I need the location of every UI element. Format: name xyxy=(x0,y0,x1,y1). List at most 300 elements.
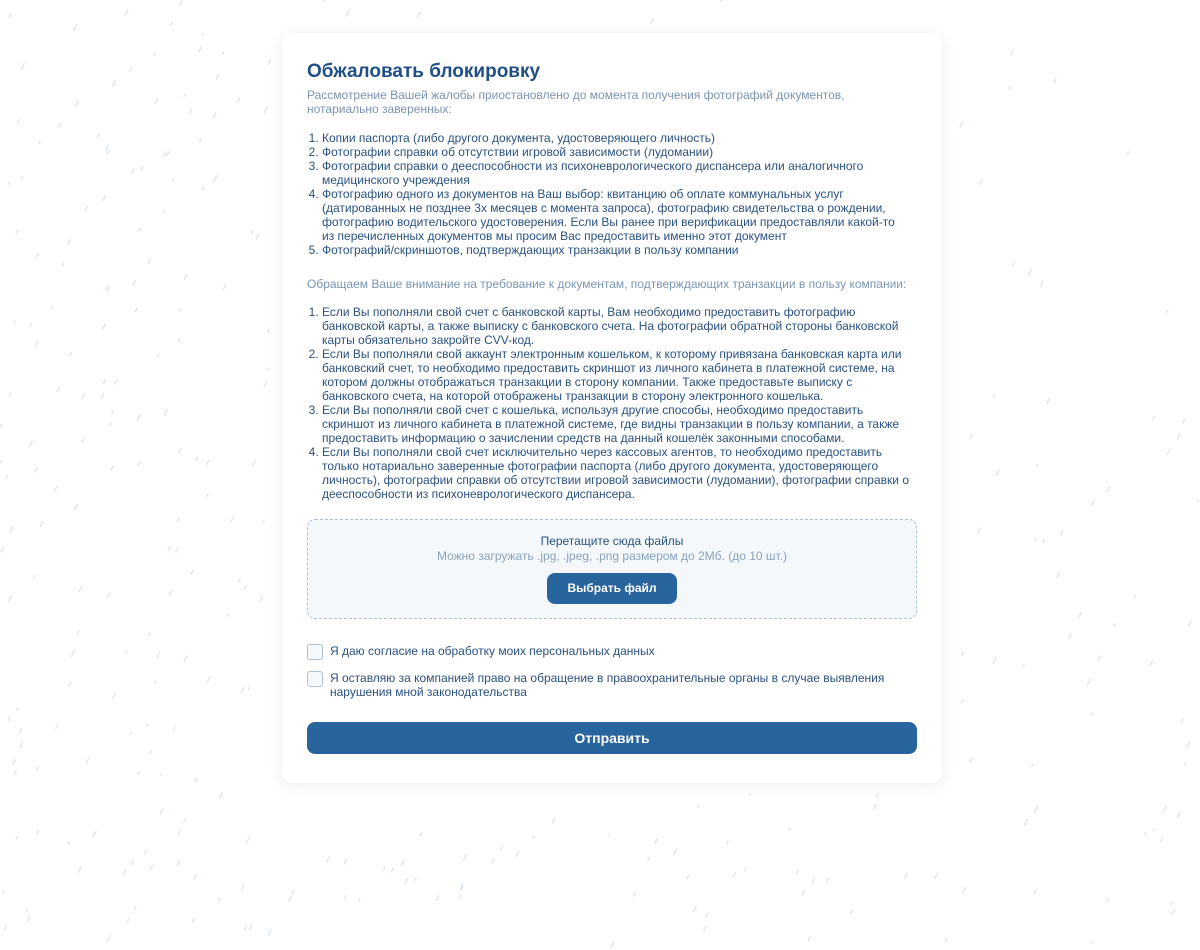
background-dash xyxy=(139,415,141,419)
background-dash xyxy=(173,727,175,730)
background-dash xyxy=(55,486,57,491)
background-dash xyxy=(945,938,947,942)
background-dash xyxy=(139,228,141,232)
background-dash xyxy=(16,837,17,839)
background-dash xyxy=(238,579,240,583)
background-dash xyxy=(132,168,135,174)
choose-file-button[interactable]: Выбрать файл xyxy=(547,573,676,604)
background-dash xyxy=(171,22,173,25)
background-dash xyxy=(22,177,24,180)
list-item: 3. Фотографии справки о дееспособности из психоневрологического диспансера или аналогичного медицинского учреждения xyxy=(322,159,907,187)
background-dash xyxy=(264,107,267,113)
form-lead-text: Рассмотрение Вашей жалобы приостановлено до момента получения фотографий документов, нотариально заверенных: xyxy=(307,88,845,116)
background-dash xyxy=(808,937,810,941)
background-dash xyxy=(180,309,181,312)
background-dash xyxy=(1013,262,1015,265)
background-dash xyxy=(76,101,79,107)
background-dash xyxy=(827,879,829,883)
personal-data-checkbox[interactable] xyxy=(307,644,323,660)
background-dash xyxy=(13,760,15,765)
background-dash xyxy=(18,120,20,124)
background-dash xyxy=(1047,398,1050,403)
background-dash xyxy=(253,461,255,466)
background-dash xyxy=(207,461,209,465)
background-dash xyxy=(961,699,963,703)
background-dash xyxy=(107,936,110,942)
background-dash xyxy=(144,850,146,854)
background-dash xyxy=(138,772,139,774)
background-dash xyxy=(167,152,169,156)
dropzone-title: Перетащите сюда файлы xyxy=(540,534,684,548)
background-dash xyxy=(960,122,963,127)
background-dash xyxy=(797,870,798,873)
background-dash xyxy=(238,98,240,102)
background-dash xyxy=(802,891,804,896)
background-dash xyxy=(217,74,220,79)
background-dash xyxy=(20,742,22,747)
background-dash xyxy=(1127,152,1128,155)
background-dash xyxy=(126,651,127,653)
background-dash xyxy=(56,726,58,729)
background-dash xyxy=(1035,538,1036,541)
background-dash xyxy=(214,176,217,182)
background-dash xyxy=(184,656,187,662)
background-dash xyxy=(29,441,32,447)
background-dash xyxy=(222,52,223,55)
background-dash xyxy=(107,593,109,597)
background-dash xyxy=(14,771,16,775)
background-dash xyxy=(1025,819,1028,825)
background-dash xyxy=(1057,572,1060,577)
background-dash xyxy=(227,614,228,616)
consent-personal-data[interactable] xyxy=(307,644,917,660)
list-item: 5. Фотографий/скриншотов, подтверждающих транзакции в пользу компании xyxy=(322,243,907,257)
background-dash xyxy=(405,879,407,884)
background-dash xyxy=(6,476,8,479)
background-dash xyxy=(127,919,128,922)
background-dash xyxy=(155,98,158,103)
background-dash xyxy=(1181,719,1183,722)
background-dash xyxy=(1189,621,1191,626)
background-dash xyxy=(260,596,263,602)
background-dash xyxy=(1167,310,1168,312)
background-dash xyxy=(634,893,636,897)
background-dash xyxy=(147,724,148,726)
background-dash xyxy=(179,339,180,342)
background-dash xyxy=(289,896,291,901)
background-dash xyxy=(1134,596,1135,598)
page-title: Обжаловать блокировку xyxy=(307,61,541,82)
background-dash xyxy=(131,861,133,865)
background-dash xyxy=(418,12,421,18)
background-dash xyxy=(207,494,208,496)
background-dash xyxy=(26,909,27,911)
background-dash xyxy=(812,878,815,883)
background-dash xyxy=(86,758,89,764)
background-dash xyxy=(190,109,192,112)
list-item: 4. Фотографию одного из документов на Ваш выбор: квитанцию об оплате коммунальных услуг (датированных не позднее 3х месяцев с момента запроса), фотографию свидетельства о рождении, фотографию водительского удостоверения. Если Вы ранее при верификации предоставляли какой-то из перечисленных документов мы просим Вас предоставить именно этот документ xyxy=(322,187,907,243)
background-dash xyxy=(157,653,159,657)
background-dash xyxy=(149,633,151,636)
background-dash xyxy=(1036,464,1037,466)
background-dash xyxy=(533,836,534,838)
background-dash xyxy=(1153,416,1155,420)
background-dash xyxy=(459,895,461,899)
background-dash xyxy=(113,81,116,86)
background-dash xyxy=(108,289,109,292)
consent-label: Я оставляю за компанией право на обращение в правоохранительные органы в случае выявления нарушения мной законодательства xyxy=(330,671,885,699)
background-dash xyxy=(177,518,179,522)
background-dash xyxy=(1150,661,1152,665)
background-dash xyxy=(10,527,13,533)
background-dash xyxy=(39,141,40,143)
background-dash xyxy=(249,925,252,930)
list-item: 2. Если Вы пополняли свой аккаунт электронным кошельком, к которому привязана банковская карта или банковский счет, то необходимо предоставить скриншот из личного кабинета в платежной системе, на котором должны отображаться транзакции в сторону компании. Также предоставьте выписку с банковского счета, на которой отображены транзакции в сторону электронного кошелька. xyxy=(322,347,912,403)
background-dash xyxy=(157,354,159,357)
background-dash xyxy=(980,179,983,184)
background-dash xyxy=(105,145,108,151)
background-dash xyxy=(213,113,216,118)
background-dash xyxy=(103,324,105,329)
background-dash xyxy=(184,94,185,96)
background-dash xyxy=(177,861,179,866)
background-dash xyxy=(268,368,269,371)
background-dash xyxy=(1032,764,1033,766)
background-dash xyxy=(75,505,78,510)
background-dash xyxy=(133,281,135,286)
background-dash xyxy=(874,804,876,808)
background-dash xyxy=(79,586,82,592)
background-dash xyxy=(516,852,518,856)
background-dash xyxy=(63,263,64,265)
background-dash xyxy=(264,382,267,388)
background-dash xyxy=(344,860,346,864)
background-dash xyxy=(851,910,853,913)
background-dash xyxy=(1098,656,1100,660)
background-dash xyxy=(85,207,87,211)
background-dash xyxy=(59,123,61,127)
background-dash xyxy=(1034,889,1037,894)
background-dash xyxy=(69,842,70,844)
requirements-note: Обращаем Ваше внимание на требование к документам, подтверждающих транзакции в пользу компании: xyxy=(307,277,907,291)
background-dash xyxy=(1145,833,1146,835)
background-dash xyxy=(176,548,178,552)
background-dash xyxy=(9,182,10,184)
background-dash xyxy=(1043,540,1045,543)
background-dash xyxy=(1035,807,1038,813)
background-dash xyxy=(184,819,186,823)
background-dash xyxy=(168,547,170,551)
background-dash xyxy=(202,33,203,35)
background-dash xyxy=(292,891,294,894)
background-dash xyxy=(14,321,15,323)
background-dash xyxy=(1172,909,1175,915)
background-dash xyxy=(16,230,18,233)
background-dash xyxy=(720,0,723,1)
background-dash xyxy=(1079,613,1081,617)
background-dash xyxy=(77,631,79,635)
background-dash xyxy=(220,793,222,798)
background-dash xyxy=(160,809,163,814)
background-dash xyxy=(1041,282,1043,287)
background-dash xyxy=(1114,624,1115,626)
background-dash xyxy=(94,831,96,835)
background-dash xyxy=(1163,807,1166,812)
background-dash xyxy=(464,855,467,861)
background-dash xyxy=(693,906,696,911)
background-dash xyxy=(163,210,164,212)
background-dash xyxy=(1107,487,1110,492)
list-item: 1. Если Вы пополняли свой счет с банковской карты, Вам необходимо предоставить фотографию банковской карты, а также выписку с банковского счета. На фотографии обратной стороны банковской карты обязательно закройте CVV-код. xyxy=(322,305,912,347)
background-dash xyxy=(179,449,181,453)
background-dash xyxy=(251,231,253,234)
background-dash xyxy=(155,681,156,684)
background-dash xyxy=(1054,79,1056,83)
background-dash xyxy=(112,411,113,413)
background-dash xyxy=(135,308,137,312)
background-dash xyxy=(115,380,117,384)
background-dash xyxy=(384,867,386,870)
background-dash xyxy=(327,857,330,863)
background-dash xyxy=(170,590,173,596)
background-dash xyxy=(1092,501,1094,505)
background-dash xyxy=(359,899,360,902)
dropzone-hint: Можно загружать .jpg, .jpeg, .png размером до 2Мб. (до 10 шт.) xyxy=(436,549,788,563)
background-dash xyxy=(0,425,2,428)
list-item: 1. Копии паспорта (либо другого документа, удостоверяющего личность) xyxy=(322,131,907,145)
background-dash xyxy=(34,576,36,579)
background-dash xyxy=(160,774,161,776)
background-dash xyxy=(3,891,4,893)
background-dash xyxy=(256,235,259,240)
background-dash xyxy=(21,63,24,69)
background-dash xyxy=(231,516,233,521)
law-enforcement-checkbox[interactable] xyxy=(307,671,323,687)
background-dash xyxy=(98,133,100,136)
background-dash xyxy=(224,284,226,288)
background-dash xyxy=(82,438,84,442)
background-dash xyxy=(1171,902,1172,905)
background-dash xyxy=(1197,500,1198,502)
background-dash xyxy=(1177,434,1180,439)
background-dash xyxy=(69,682,71,687)
background-dash xyxy=(962,652,964,655)
background-dash xyxy=(111,466,113,470)
background-dash xyxy=(263,520,264,522)
background-dash xyxy=(1023,664,1024,666)
background-dash xyxy=(173,179,174,181)
background-dash xyxy=(150,865,153,870)
background-dash xyxy=(202,187,204,190)
background-dash xyxy=(436,896,438,900)
submit-button[interactable]: Отправить xyxy=(307,722,917,754)
background-dash xyxy=(993,657,996,663)
background-dash xyxy=(125,10,128,15)
background-dash xyxy=(40,522,42,526)
transaction-requirements-list xyxy=(307,305,912,501)
background-dash xyxy=(420,833,422,836)
background-dash xyxy=(9,717,11,721)
background-dash xyxy=(905,873,908,878)
background-dash xyxy=(101,393,103,397)
background-dash xyxy=(242,688,244,692)
background-dash xyxy=(9,393,11,396)
background-dash xyxy=(192,919,194,923)
background-dash xyxy=(978,528,981,533)
background-dash xyxy=(1153,829,1154,831)
background-dash xyxy=(107,151,109,155)
background-dash xyxy=(268,329,270,332)
background-dash xyxy=(138,461,140,465)
background-dash xyxy=(5,927,7,930)
background-dash xyxy=(37,830,39,833)
background-dash xyxy=(553,818,555,822)
background-dash xyxy=(51,306,52,309)
background-dash xyxy=(655,839,657,843)
background-dash xyxy=(57,387,59,392)
background-dash xyxy=(129,67,131,71)
background-dash xyxy=(19,728,22,733)
background-dash xyxy=(110,423,111,425)
background-dash xyxy=(698,805,699,807)
background-dash xyxy=(687,875,689,879)
background-dash xyxy=(68,240,70,244)
background-dash xyxy=(706,913,708,916)
list-item: 3. Если Вы пополняли свой счет с кошелька, используя другие способы, необходимо предоставить скриншот из личного кабинета в платежной системе, где видны транзакции в пользу компании, а также предоставить информацию о зачислении средств на данный кошелёк законными способами. xyxy=(322,403,912,445)
background-dash xyxy=(74,24,77,30)
background-dash xyxy=(1167,449,1170,455)
background-dash xyxy=(72,651,75,657)
background-dash xyxy=(749,794,750,796)
background-dash xyxy=(195,778,197,782)
background-dash xyxy=(35,468,37,472)
background-dash xyxy=(179,830,181,834)
background-dash xyxy=(1177,812,1180,817)
background-dash xyxy=(148,259,150,263)
list-item: 2. Фотографии справки об отсутствии игровой зависимости (лудомании) xyxy=(322,145,907,159)
background-dash xyxy=(247,838,250,844)
background-dash xyxy=(1060,531,1062,536)
background-dash xyxy=(993,394,995,398)
background-dash xyxy=(611,943,614,948)
background-dash xyxy=(1091,713,1093,716)
background-dash xyxy=(199,47,202,52)
background-dash xyxy=(104,379,106,383)
background-dash xyxy=(196,457,198,461)
background-dash xyxy=(492,859,494,863)
background-dash xyxy=(971,434,973,438)
background-dash xyxy=(1011,50,1014,55)
background-dash xyxy=(401,861,404,866)
background-dash xyxy=(1161,838,1163,842)
background-dash xyxy=(164,410,167,416)
background-dash xyxy=(1184,763,1185,766)
background-dash xyxy=(27,916,30,921)
background-dash xyxy=(35,341,38,346)
background-dash xyxy=(164,152,166,157)
background-dash xyxy=(9,596,12,601)
background-dash xyxy=(935,873,938,878)
background-dash xyxy=(30,324,32,327)
background-dash xyxy=(180,1,182,6)
background-dash xyxy=(876,793,878,797)
background-dash xyxy=(268,930,271,936)
background-dash xyxy=(963,888,966,894)
background-dash xyxy=(141,167,143,170)
background-dash xyxy=(323,0,324,2)
background-dash xyxy=(415,878,416,880)
background-dash xyxy=(82,394,84,398)
background-dash xyxy=(727,841,729,844)
background-dash xyxy=(78,866,81,872)
background-dash xyxy=(1091,941,1092,943)
background-dash xyxy=(501,847,502,849)
consent-label: Я даю согласие на обработку моих персональных данных xyxy=(330,644,655,658)
required-documents-list xyxy=(307,131,907,257)
background-dash xyxy=(248,687,249,689)
background-dash xyxy=(219,898,221,901)
background-dash xyxy=(207,677,210,683)
background-dash xyxy=(1,548,3,552)
background-dash xyxy=(244,586,246,589)
background-dash xyxy=(346,10,349,16)
background-dash xyxy=(150,751,152,754)
background-dash xyxy=(36,253,38,258)
background-dash xyxy=(268,60,270,65)
background-dash xyxy=(648,857,650,861)
background-dash xyxy=(344,896,346,899)
background-dash xyxy=(191,570,193,574)
consent-law-enforcement[interactable] xyxy=(307,671,917,699)
background-dash xyxy=(789,828,790,831)
background-dash xyxy=(137,418,138,420)
background-dash xyxy=(0,461,1,463)
background-dash xyxy=(184,275,187,280)
background-dash xyxy=(651,19,653,23)
background-dash xyxy=(123,870,126,875)
background-dash xyxy=(154,53,155,56)
background-dash xyxy=(704,927,706,931)
background-dash xyxy=(609,834,610,836)
background-dash xyxy=(103,195,106,200)
background-dash xyxy=(37,767,38,770)
background-dash xyxy=(674,849,677,855)
background-dash xyxy=(200,138,202,141)
background-dash xyxy=(194,874,197,879)
background-dash xyxy=(733,872,735,877)
background-dash xyxy=(744,868,746,871)
background-dash xyxy=(1187,742,1190,748)
appeal-form-card xyxy=(282,33,942,783)
background-dash xyxy=(1009,87,1010,89)
background-dash xyxy=(93,835,94,837)
file-dropzone[interactable] xyxy=(307,519,917,619)
background-dash xyxy=(9,14,11,17)
list-item: 4. Если Вы пополняли свой счет исключительно через кассовых агентов, то необходимо предоставить только нотариально заверенные фотографии паспорта (либо другого документа, удостоверяющего личность), фотографии справки об отсутствии игровой зависимости (лудомании), фотографии справки о дееспособности из психоневрологического диспансера. xyxy=(322,445,912,501)
background-dash xyxy=(130,732,131,735)
background-dash xyxy=(245,926,247,930)
background-dash xyxy=(17,708,18,710)
background-dash xyxy=(970,758,972,762)
background-dash xyxy=(392,868,394,872)
background-dash xyxy=(996,470,999,476)
background-dash xyxy=(113,693,116,698)
background-dash xyxy=(1183,419,1185,423)
background-dash xyxy=(1107,899,1109,902)
background-dash xyxy=(1088,680,1091,686)
background-dash xyxy=(134,907,136,911)
background-dash xyxy=(1028,270,1031,276)
